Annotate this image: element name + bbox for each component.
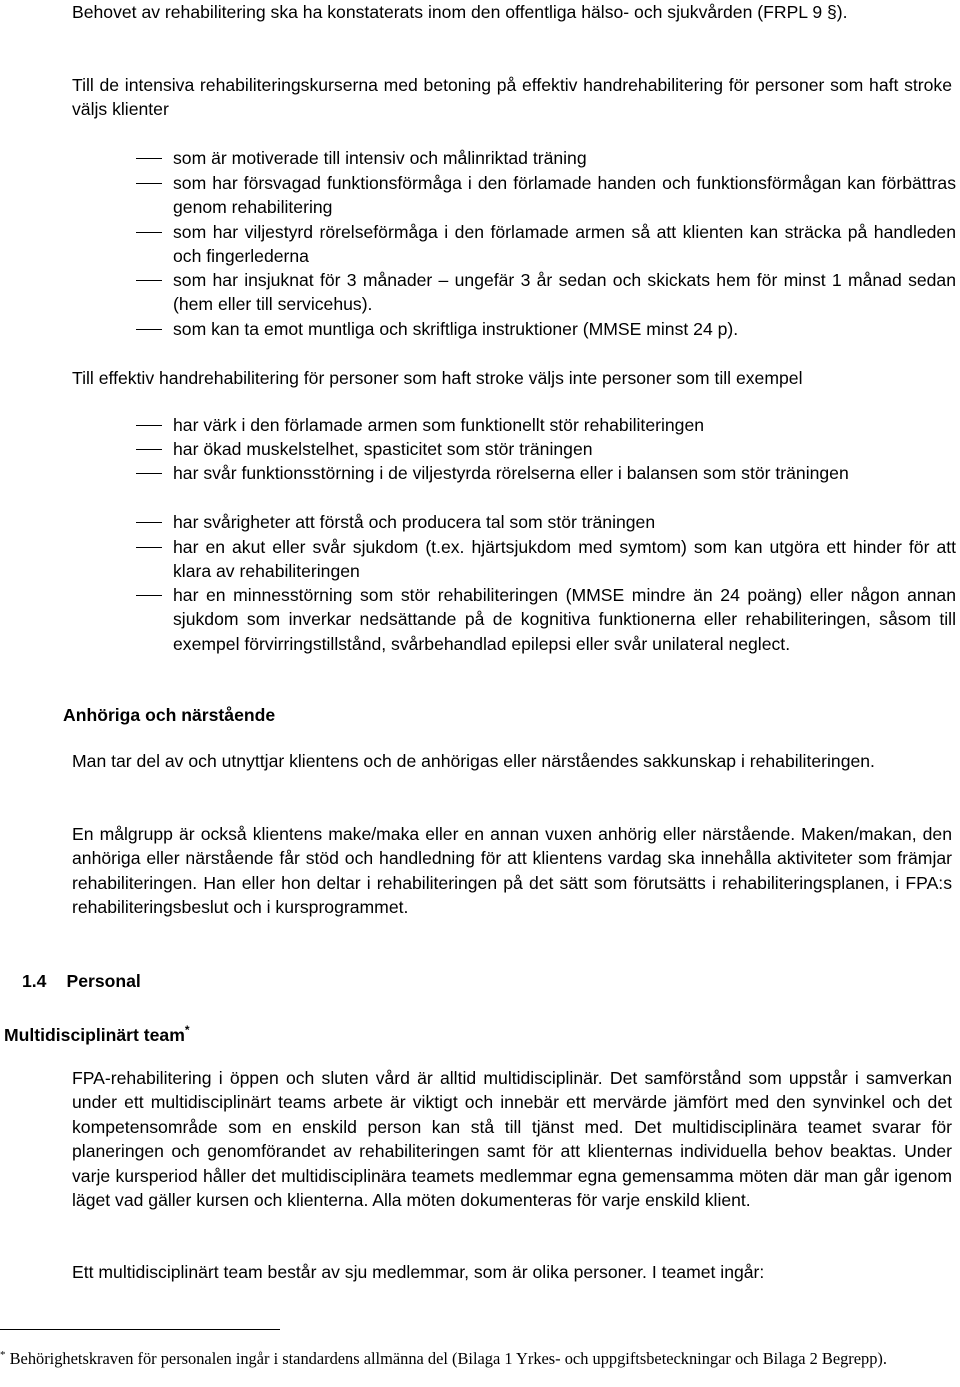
dash-bullet: [136, 595, 162, 596]
list-item: som har viljestyrd rörelseförmåga i den förlamade armen så att klienten kan sträcka på handleden och fingerlederna: [173, 220, 956, 269]
dash-bullet: [136, 232, 162, 233]
list-item: som har insjuknat för 3 månader – ungefär 3 år sedan och skickats hem för minst 1 månad sedan (hem eller till servicehus).: [173, 268, 956, 317]
paragraph-exclusion-intro: Till effektiv handrehabilitering för personer som haft stroke väljs inte personer som till exempel: [72, 368, 803, 388]
paragraph-team-members: Ett multidisciplinärt team består av sju medlemmar, som är olika personer. I teamet ingår:: [72, 1262, 765, 1282]
dash-bullet: [136, 522, 162, 523]
dash-bullet: [136, 280, 162, 281]
list-item: har en akut eller svår sjukdom (t.ex. hjärtsjukdom med symtom) som kan utgöra ett hinder för att klara av rehabiliteringen: [173, 535, 956, 584]
list-item: har en minnesstörning som stör rehabiliteringen (MMSE mindre än 24 poäng) eller någon annan sjukdom som inverkar nedsättande på de kognitiva funktionerna eller rehabiliteringen, såsom till exempel förvirringstillstånd, svårbehandlad epilepsi eller svår unilateral neglect.: [173, 583, 956, 656]
paragraph-team-description: FPA-rehabilitering i öppen och sluten vård är alltid multidisciplinär. Det samförstånd som uppstår i samverkan under ett multidisciplinärt teams arbete är viktigt och innebär ett mervärde jämfört med den synvinkel och det kompetensområde som en enskild person kan stå till tjänst med. Det multidisciplinära teamet svarar för planeringen och genomförandet av rehabiliteringen samt för att klienternas individuella behov beaktas. Under varje kursperiod håller det multidisciplinära teamets medlemmar egna gemensamma möten där man går igenom läget vad gäller kursen och klienterna. Alla möten dokumenteras för varje enskild klient.: [72, 1068, 952, 1211]
dash-bullet: [136, 425, 162, 426]
footnote-reference[interactable]: *: [184, 1023, 190, 1037]
list-item: som kan ta emot muntliga och skriftliga instruktioner (MMSE minst 24 p).: [173, 317, 956, 341]
dash-bullet: [136, 473, 162, 474]
paragraph-client-selection: Till de intensiva rehabiliteringskurserna med betoning på effektiv handrehabilitering för personer som haft stroke väljs klienter: [72, 75, 952, 120]
paragraph-relatives-target: En målgrupp är också klientens make/maka eller en annan vuxen anhörig eller närstående. Maken/makan, den anhöriga eller närstående får stöd och handledning för att klientens vardag ska innehålla aktiviteter som främjar rehabiliteringen. Han eller hon deltar i rehabiliteringen på det sätt som förutsätts i rehabiliteringsplanen, i FPA:s rehabiliteringsbeslut och i kursprogrammet.: [72, 824, 952, 918]
heading-multidisciplinary-team: Multidisciplinärt team*: [4, 1023, 190, 1045]
paragraph-relatives-expertise: Man tar del av och utnyttjar klientens och de anhörigas eller närståendes sakkunskap i rehabiliteringen.: [72, 751, 875, 771]
list-item: har ökad muskelstelhet, spasticitet som stör träningen: [173, 437, 956, 461]
dash-bullet: [136, 547, 162, 548]
paragraph-rehab-need: Behovet av rehabilitering ska ha konstaterats inom den offentliga hälso- och sjukvården (FRPL 9 §).: [72, 2, 848, 22]
dash-bullet: [136, 329, 162, 330]
list-item: har svår funktionsstörning i de viljestyrda rörelserna eller i balansen som stör träningen: [173, 461, 956, 485]
footnote-text: Behörighetskraven för personalen ingår i standardens allmänna del (Bilaga 1 Yrkes- och uppgiftsbeteckningar och Bilaga 2 Begrepp).: [9, 1349, 887, 1368]
dash-bullet: [136, 183, 162, 184]
list-item: som är motiverade till intensiv och målinriktad träning: [173, 146, 956, 170]
dash-bullet: [136, 158, 162, 159]
list-item: har värk i den förlamade armen som funktionellt stör rehabiliteringen: [173, 413, 956, 437]
section-number: 1.4: [22, 971, 47, 991]
list-item: som har försvagad funktionsförmåga i den förlamade handen och funktionsförmågan kan förbättras genom rehabilitering: [173, 171, 956, 220]
footnote-marker: *: [0, 1349, 6, 1361]
list-item: har svårigheter att förstå och producera tal som stör träningen: [173, 510, 956, 534]
footnote: [0, 1343, 956, 1371]
dash-bullet: [136, 449, 162, 450]
section-title: Personal: [66, 971, 141, 991]
heading-relatives: Anhöriga och närstående: [63, 705, 276, 725]
section-heading: [22, 969, 141, 993]
footnote-divider: [0, 1329, 280, 1330]
